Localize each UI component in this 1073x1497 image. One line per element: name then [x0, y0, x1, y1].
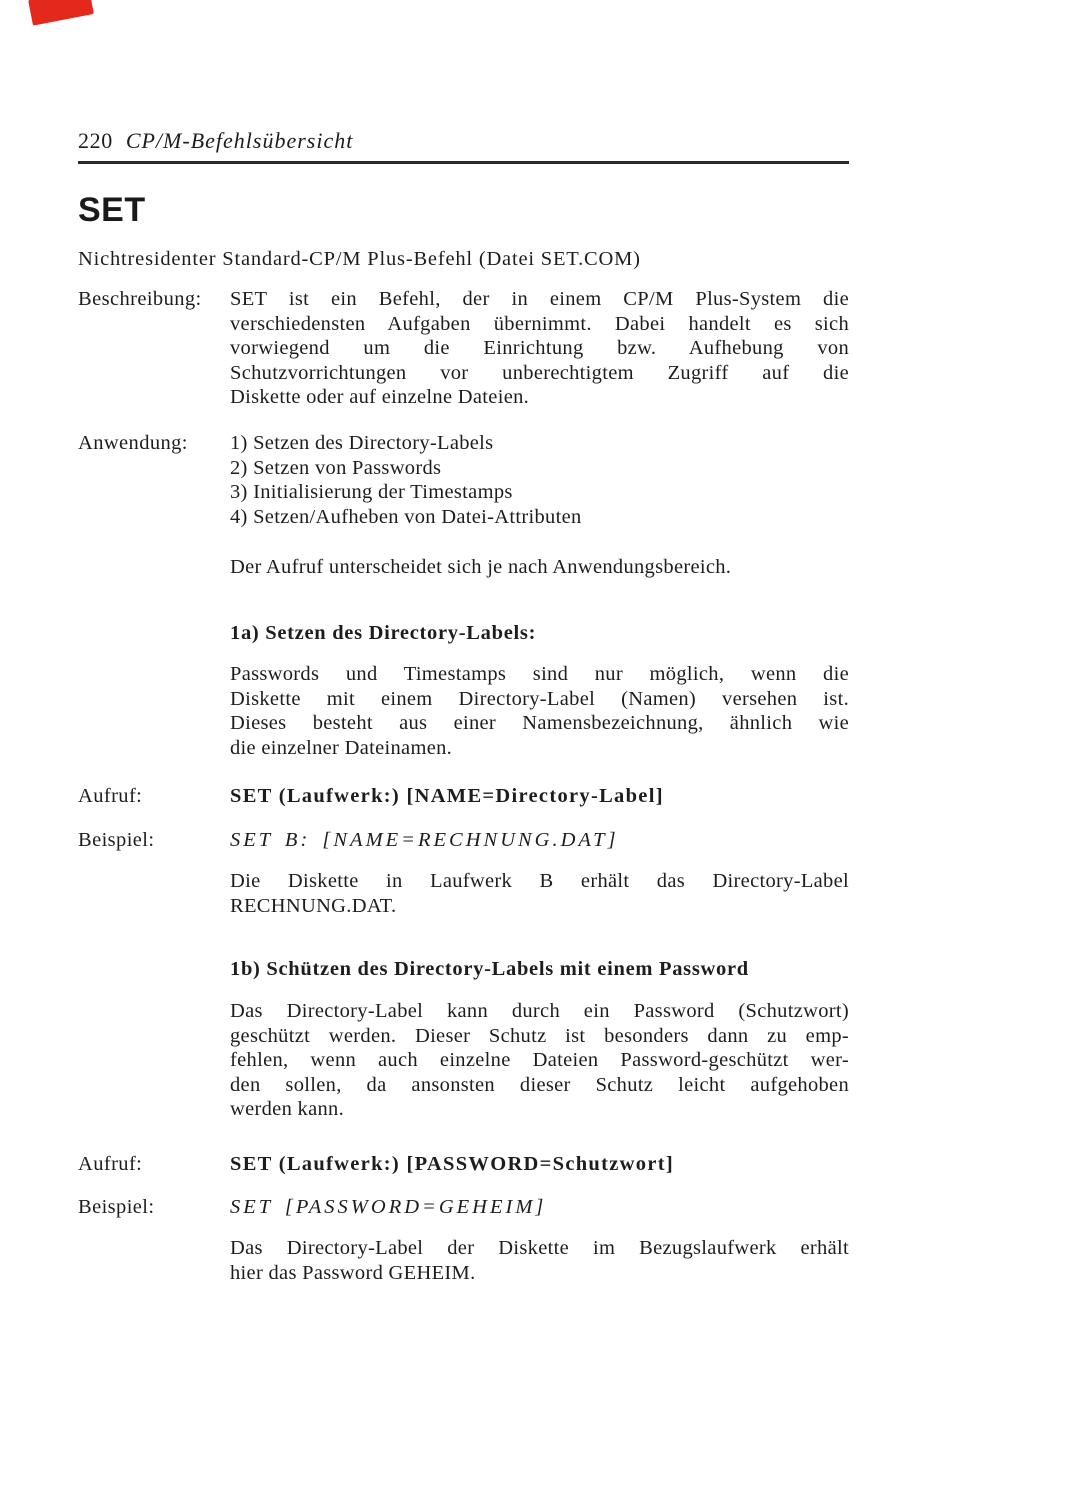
red-ink-mark: [28, 0, 94, 26]
beschreibung-paragraph: SET ist ein Befehl, der in einem CP/M Plus-System die verschiedensten Aufgaben übernimmt. Dabei handelt es sich vorwiegend um die Einrichtung bzw. Aufhebung von Schutzvorrichtungen vor unberechtigtem Zugriff auf die Diskette oder auf einzelne Dateien.: [230, 288, 849, 409]
command-subtitle: Nichtresidenter Standard-CP/M Plus-Befehl (Datei SET.COM): [78, 248, 641, 270]
result-1a-paragraph: Die Diskette in Laufwerk B erhält das Directory-Label RECHNUNG.DAT.: [230, 870, 849, 917]
running-header: [78, 128, 849, 164]
anwendung-note: Der Aufruf unterscheidet sich je nach Anwendungsbereich.: [230, 556, 732, 578]
label-anwendung: Anwendung:: [78, 432, 188, 454]
example-1a: SET B: [NAME=RECHNUNG.DAT]: [230, 829, 619, 851]
section-1b-paragraph: Das Directory-Label kann durch ein Password (Schutzwort) geschützt werden. Dieser Schutz ist besonders dann zu emp- fehlen, wenn auch einzelne Dateien Password-geschützt wer- den sollen, da ansonsten dieser Schutz leicht aufgehoben werden kann.: [230, 1000, 849, 1121]
label-aufruf-1a: Aufruf:: [78, 785, 143, 807]
result-1b-paragraph: Das Directory-Label der Diskette im Bezugslaufwerk erhält hier das Password GEHEIM.: [230, 1237, 849, 1284]
label-beispiel-1b: Beispiel:: [78, 1196, 155, 1218]
label-beschreibung: Beschreibung:: [78, 288, 202, 310]
section-1a-paragraph: Passwords und Timestamps sind nur möglich, wenn die Diskette mit einem Directory-Label (Namen) versehen ist. Dieses besteht aus einer Namensbezeichnung, ähnlich wie die einzelner Dateinamen.: [230, 663, 849, 759]
section-1a-heading: 1a) Setzen des Directory-Labels:: [230, 622, 537, 644]
page-number: 220: [78, 128, 113, 153]
running-title: CP/M-Befehlsübersicht: [125, 128, 354, 153]
label-aufruf-1b: Aufruf:: [78, 1153, 143, 1175]
syntax-1a: SET (Laufwerk:) [NAME=Directory-Label]: [230, 785, 664, 807]
label-beispiel-1a: Beispiel:: [78, 829, 155, 851]
section-1b-heading: 1b) Schützen des Directory-Labels mit einem Password: [230, 958, 749, 980]
syntax-1b: SET (Laufwerk:) [PASSWORD=Schutzwort]: [230, 1153, 674, 1175]
anwendung-list: 1) Setzen des Directory-Labels 2) Setzen von Passwords 3) Initialisierung der Timestamps 4) Setzen/Aufheben von Datei-Attributen: [230, 432, 582, 528]
example-1b: SET [PASSWORD=GEHEIM]: [230, 1196, 547, 1218]
command-name-heading: SET: [78, 191, 146, 229]
